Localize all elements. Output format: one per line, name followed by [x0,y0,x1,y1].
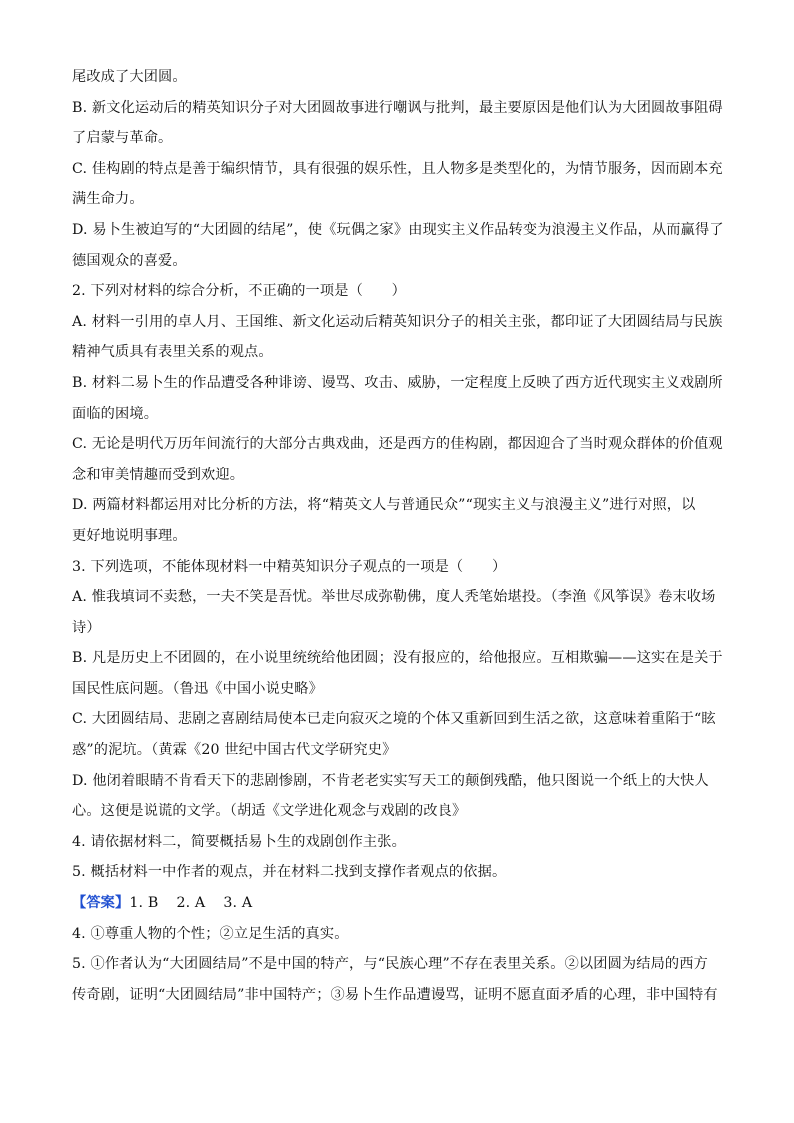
option-a: A. 惟我填词不卖愁，一夫不笑是吾忧。举世尽成弥勒佛，度人秃笔始堪投。（李渔《风筝误》卷末收场 [72,589,716,606]
option-d: D. 他闭着眼睛不肯看天下的悲剧惨剧，不肯老老实实写天工的颠倒残酷，他只图说一个纸上的大快人 [72,772,709,789]
question-5: 5. 概括材料一中作者的观点，并在材料二找到支撑作者观点的依据。 [72,864,507,881]
option-d: D. 易卜生被迫写的“大团圆的结尾”，使《玩偶之家》由现实主义作品转变为浪漫主义作品，从而赢得了 [72,221,724,238]
option-d: D. 两篇材料都运用对比分析的方法，将“精英文人与普通民众”“现实主义与浪漫主义”进行对照，以 [72,497,696,514]
option-c: C. 无论是明代万历年间流行的大部分古典戏曲，还是西方的佳构剧，都因迎合了当时观众群体的价值观 [72,436,723,453]
option-a: A. 材料一引用的卓人月、王国维、新文化运动后精英知识分子的相关主张，都印证了大团圆结局与民族 [72,313,723,330]
answer-4: 4. ①尊重人物的个性；②立足生活的真实。 [72,925,349,942]
option-b: B. 凡是历史上不团圆的，在小说里统统给他团圆；没有报应的，给他报应。互相欺骗——这实在是关于 [72,650,723,667]
question-4: 4. 请依据材料二，简要概括易卜生的戏剧创作主张。 [72,833,406,850]
text-line: 诗） [72,619,101,636]
text-line: 尾改成了大团圆。 [72,69,187,85]
document-page [72,62,740,1010]
text-line: 精神气质具有表里关系的观点。 [72,344,273,361]
answer-item: 3. A [223,895,253,912]
text-line: 德国观众的喜爱。 [72,252,187,269]
answer-tag: 【答案】 [72,895,130,912]
text-line: 传奇剧，证明“大团圆结局”非中国特产；③易卜生作品遭谩骂，证明不愿直面矛盾的心理，非中国特有 [72,986,718,1003]
answer-item: 1. B [129,895,159,912]
text-line: 了启蒙与革命。 [72,130,173,147]
text-line: 惑”的泥坑。（黄霖《20 世纪中国古代文学研究史》 [72,742,397,759]
option-c: C. 佳构剧的特点是善于编织情节，具有很强的娱乐性，且人物多是类型化的，为情节服务，因而剧本充 [72,160,723,177]
text-line: 面临的困境。 [72,405,159,422]
text-line: 国民性底问题。（鲁迅《中国小说史略》 [72,680,323,697]
question-3: 3. 下列选项，不能体现材料一中精英知识分子观点的一项是（ ） [72,558,507,575]
option-b: B. 新文化运动后的精英知识分子对大团圆故事进行嘲讽与批判，最主要原因是他们认为大团圆故事阻碍 [72,99,723,116]
text-line: 念和审美情趣而受到欢迎。 [72,466,245,483]
text-line: 心。这便是说谎的文学。（胡适《文学进化观念与戏剧的改良》 [72,803,467,820]
answer-5: 5. ①作者认为“大团圆结局”不是中国的特产，与“民族心理”不存在表里关系。②以团圆为结局的西方 [72,956,708,973]
question-2: 2. 下列对材料的综合分析，不正确的一项是（ ） [72,283,406,300]
text-line: 更好地说明事理。 [72,527,187,544]
text-line: 满生命力。 [72,191,144,208]
answer-item: 2. A [176,895,206,912]
option-b: B. 材料二易卜生的作品遭受各种诽谤、谩骂、攻击、威胁，一定程度上反映了西方近代现实主义戏剧所 [72,374,723,391]
option-c: C. 大团圆结局、悲剧之喜剧结局使本已走向寂灭之境的个体又重新回到生活之欲，这意味着重陷于“眩 [72,711,716,728]
answer-line [72,888,740,919]
